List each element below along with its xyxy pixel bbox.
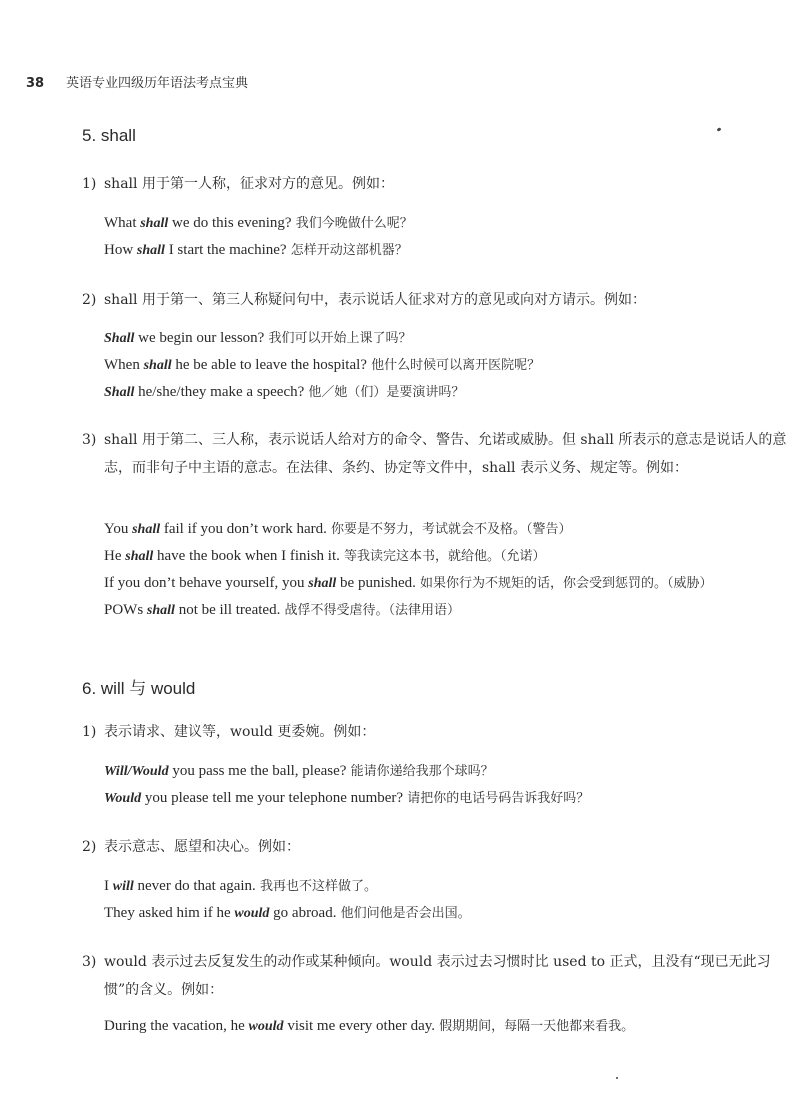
- example-list: [104, 1013, 774, 1040]
- item-head: 2) 表示意志、愿望和决心。例如：: [82, 839, 300, 855]
- keyword: Will/Would: [104, 764, 169, 779]
- example-sentence: Shall we begin our lesson? 我们可以开始上课了吗？: [104, 330, 412, 346]
- item-head: 1) shall 用于第一人称，征求对方的意见。例如：: [82, 176, 394, 192]
- translation: 请把你的电话号码告诉我好吗？: [403, 791, 590, 806]
- translation: 我们可以开始上课了吗？: [264, 331, 412, 346]
- keyword: Would: [104, 791, 142, 806]
- item-text: would 表示过去反复发生的动作或某种倾向。would 表示过去习惯时比 used to 正式，且没有“现已无此习惯”的含义。例如：: [104, 954, 771, 998]
- example-sentence: He shall have the book when I finish it. 等我读完这本书，就给他。（允诺）: [104, 548, 546, 564]
- example-sentence: Would you please tell me your telephone number? 请把你的电话号码告诉我好吗？: [104, 790, 590, 806]
- translation: 如果你行为不规矩的话，你会受到惩罚的。（威胁）: [415, 576, 713, 591]
- example-sentence: What shall we do this evening? 我们今晚做什么呢？: [104, 215, 413, 231]
- item-head: 1) 表示请求、建议等，would 更委婉。例如：: [82, 724, 376, 740]
- example-sentence: Will/Would you pass me the ball, please? 能请你递给我那个球吗？: [104, 763, 494, 779]
- section-title-will-would: 6. will 与 would: [82, 679, 196, 698]
- example-sentence: POWs shall not be ill treated. 战俘不得受虐待。（法律用语）: [104, 602, 460, 618]
- example-sentence: How shall I start the machine? 怎样开动这部机器？: [104, 242, 408, 258]
- item-text: shall 用于第一人称，征求对方的意见。例如：: [104, 176, 394, 192]
- keyword: shall: [308, 576, 337, 591]
- translation: 怎样开动这部机器？: [286, 243, 408, 258]
- example-list: [104, 758, 774, 812]
- translation: 你要是不努力，考试就会不及格。（警告）: [326, 522, 572, 537]
- book-title: 英语专业四级历年语法考点宝典: [66, 76, 249, 91]
- translation: 我们今晚做什么呢？: [291, 216, 413, 231]
- example-sentence: If you don’t behave yourself, you shall be punished. 如果你行为不规矩的话，你会受到惩罚的。（威胁）: [104, 575, 713, 591]
- item-text: 表示意志、愿望和决心。例如：: [104, 839, 300, 855]
- translation: 等我读完这本书，就给他。（允诺）: [339, 549, 546, 564]
- keyword: shall: [132, 522, 161, 537]
- keyword: would: [248, 1019, 284, 1034]
- running-header: [26, 72, 248, 91]
- translation: 我再也不这样做了。: [255, 879, 377, 894]
- example-sentence: Shall he/she/they make a speech? 他／她（们）是要演讲吗？: [104, 384, 465, 400]
- example-list: [104, 325, 774, 406]
- keyword: will: [112, 879, 134, 894]
- item-text: shall 用于第二、三人称，表示说话人给对方的命令、警告、允诺或威胁。但 shall 所表示的意志是说话人的意志，而非句子中主语的意志。在法律、条约、协定等文件中，shall 表示义务、规定等。例如：: [104, 432, 787, 476]
- example-sentence: During the vacation, he would visit me every other day. 假期期间，每隔一天他都来看我。: [104, 1018, 635, 1034]
- example-sentence: When shall he be able to leave the hospital? 他什么时候可以离开医院呢？: [104, 357, 541, 373]
- scan-speck: [616, 1077, 618, 1079]
- item-head: 2) shall 用于第一、第三人称疑问句中，表示说话人征求对方的意见或向对方请示。例如：: [82, 292, 646, 308]
- item-head: 3) shall 用于第二、三人称，表示说话人给对方的命令、警告、允诺或威胁。但 shall 所表示的意志是说话人的意志，而非句子中主语的意志。在法律、条约、协定等文件中，shall 表示义务、规定等。例如：: [82, 432, 787, 476]
- translation: 能请你递给我那个球吗？: [346, 764, 494, 779]
- keyword: would: [234, 906, 270, 921]
- translation: 战俘不得受虐待。（法律用语）: [280, 603, 460, 618]
- example-sentence: You shall fail if you don’t work hard. 你要是不努力，考试就会不及格。（警告）: [104, 521, 572, 537]
- scan-speck: [717, 127, 722, 132]
- example-sentence: They asked him if he would go abroad. 他们问他是否会出国。: [104, 905, 471, 921]
- keyword: shall: [125, 549, 154, 564]
- item-text: 表示请求、建议等，would 更委婉。例如：: [104, 724, 376, 740]
- item-head: 3) would 表示过去反复发生的动作或某种倾向。would 表示过去习惯时比 used to 正式，且没有“现已无此习惯”的含义。例如：: [82, 954, 771, 998]
- keyword: Shall: [104, 331, 135, 346]
- example-list: [104, 210, 774, 264]
- keyword: shall: [143, 358, 172, 373]
- translation: 他们问他是否会出国。: [336, 906, 471, 921]
- keyword: shall: [140, 216, 169, 231]
- example-sentence: I will never do that again. 我再也不这样做了。: [104, 878, 377, 894]
- example-list: [104, 516, 774, 624]
- translation: 假期期间，每隔一天他都来看我。: [435, 1019, 635, 1034]
- translation: 他／她（们）是要演讲吗？: [304, 385, 465, 400]
- keyword: shall: [136, 243, 165, 258]
- translation: 他什么时候可以离开医院呢？: [366, 358, 541, 373]
- keyword: shall: [146, 603, 175, 618]
- example-list: [104, 873, 774, 927]
- page-number: 38: [26, 76, 45, 91]
- keyword: Shall: [104, 385, 135, 400]
- item-text: shall 用于第一、第三人称疑问句中，表示说话人征求对方的意见或向对方请示。例如：: [104, 292, 646, 308]
- section-title-shall: 5. shall: [82, 126, 136, 145]
